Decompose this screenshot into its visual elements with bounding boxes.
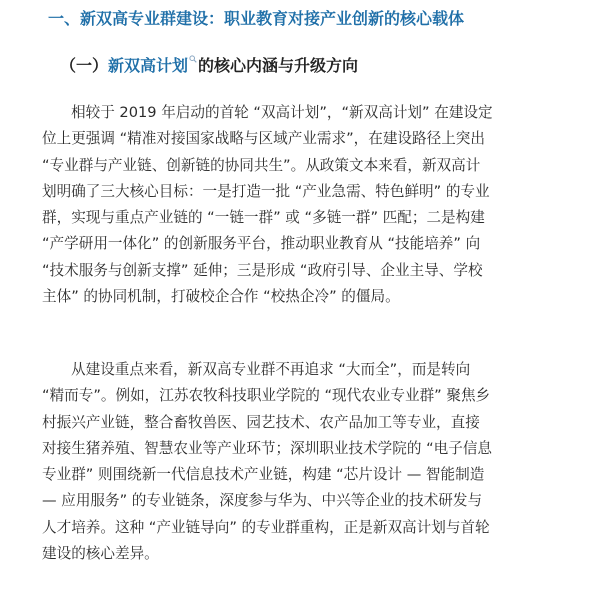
search-icon[interactable]	[189, 46, 197, 54]
paragraph-1	[42, 100, 568, 310]
section-heading: 一、新双高专业群建设：职业教育对接产业创新的核心载体	[48, 9, 465, 28]
paragraph-line: 专业群” 则围绕新一代信息技术产业链，构建 “芯片设计 — 智能制造	[42, 466, 485, 484]
paragraph-2	[42, 357, 568, 567]
paragraph-line: 主体” 的协同机制，打破校企合作 “校热企冷” 的僵局。	[42, 288, 400, 306]
paragraph-line: 建设的核心差异。	[42, 545, 159, 563]
paragraph-line: “技术服务与创新支撑” 延伸；三是形成 “政府引导、企业主导、学校	[42, 261, 483, 279]
paragraph-line: 划明确了三大核心目标：一是打造一批 “产业急需、特色鲜明” 的专业	[42, 182, 490, 200]
paragraph-line: 人才培养。这种 “产业链导向” 的专业群重构，正是新双高计划与首轮	[42, 518, 490, 536]
paragraph-line: 群，实现与重点产业链的 “一链一群” 或 “多链一群” 匹配；二是构建	[42, 209, 485, 227]
subsection-prefix: （一）	[60, 56, 109, 75]
paragraph-line: 村振兴产业链，整合畜牧兽医、园艺技术、农产品加工等专业，直接	[42, 413, 480, 431]
subsection-heading	[60, 54, 358, 78]
subsection-suffix: 的核心内涵与升级方向	[198, 56, 359, 75]
paragraph-line: 从建设重点来看，新双高专业群不再追求 “大而全”，而是转向	[71, 361, 471, 378]
paragraph-line: 位上更强调 “精准对接国家战略与区域产业需求”，在建设路径上突出	[42, 130, 485, 148]
paragraph-line: 对接生猪养殖、智慧农业等产业环节；深圳职业技术学院的 “电子信息	[42, 439, 493, 457]
paragraph-line: — 应用服务” 的专业链条，深度参与华为、中兴等企业的技术研发与	[42, 492, 483, 510]
paragraph-line: “产学研用一体化” 的创新服务平台，推动职业教育从 “技能培养” 向	[42, 235, 481, 253]
keyword-link-new-double-high[interactable]: 新双高计划	[108, 56, 189, 75]
paragraph-line: “专业群与产业链、创新链的协同共生”。从政策文本来看，新双高计	[42, 156, 481, 174]
paragraph-line: “精而专”。例如，江苏农牧科技职业学院的 “现代农业专业群” 聚焦乡	[42, 387, 491, 405]
paragraph-line: 相较于 2019 年启动的首轮 “双高计划”，“新双高计划” 在建设定	[71, 104, 493, 121]
